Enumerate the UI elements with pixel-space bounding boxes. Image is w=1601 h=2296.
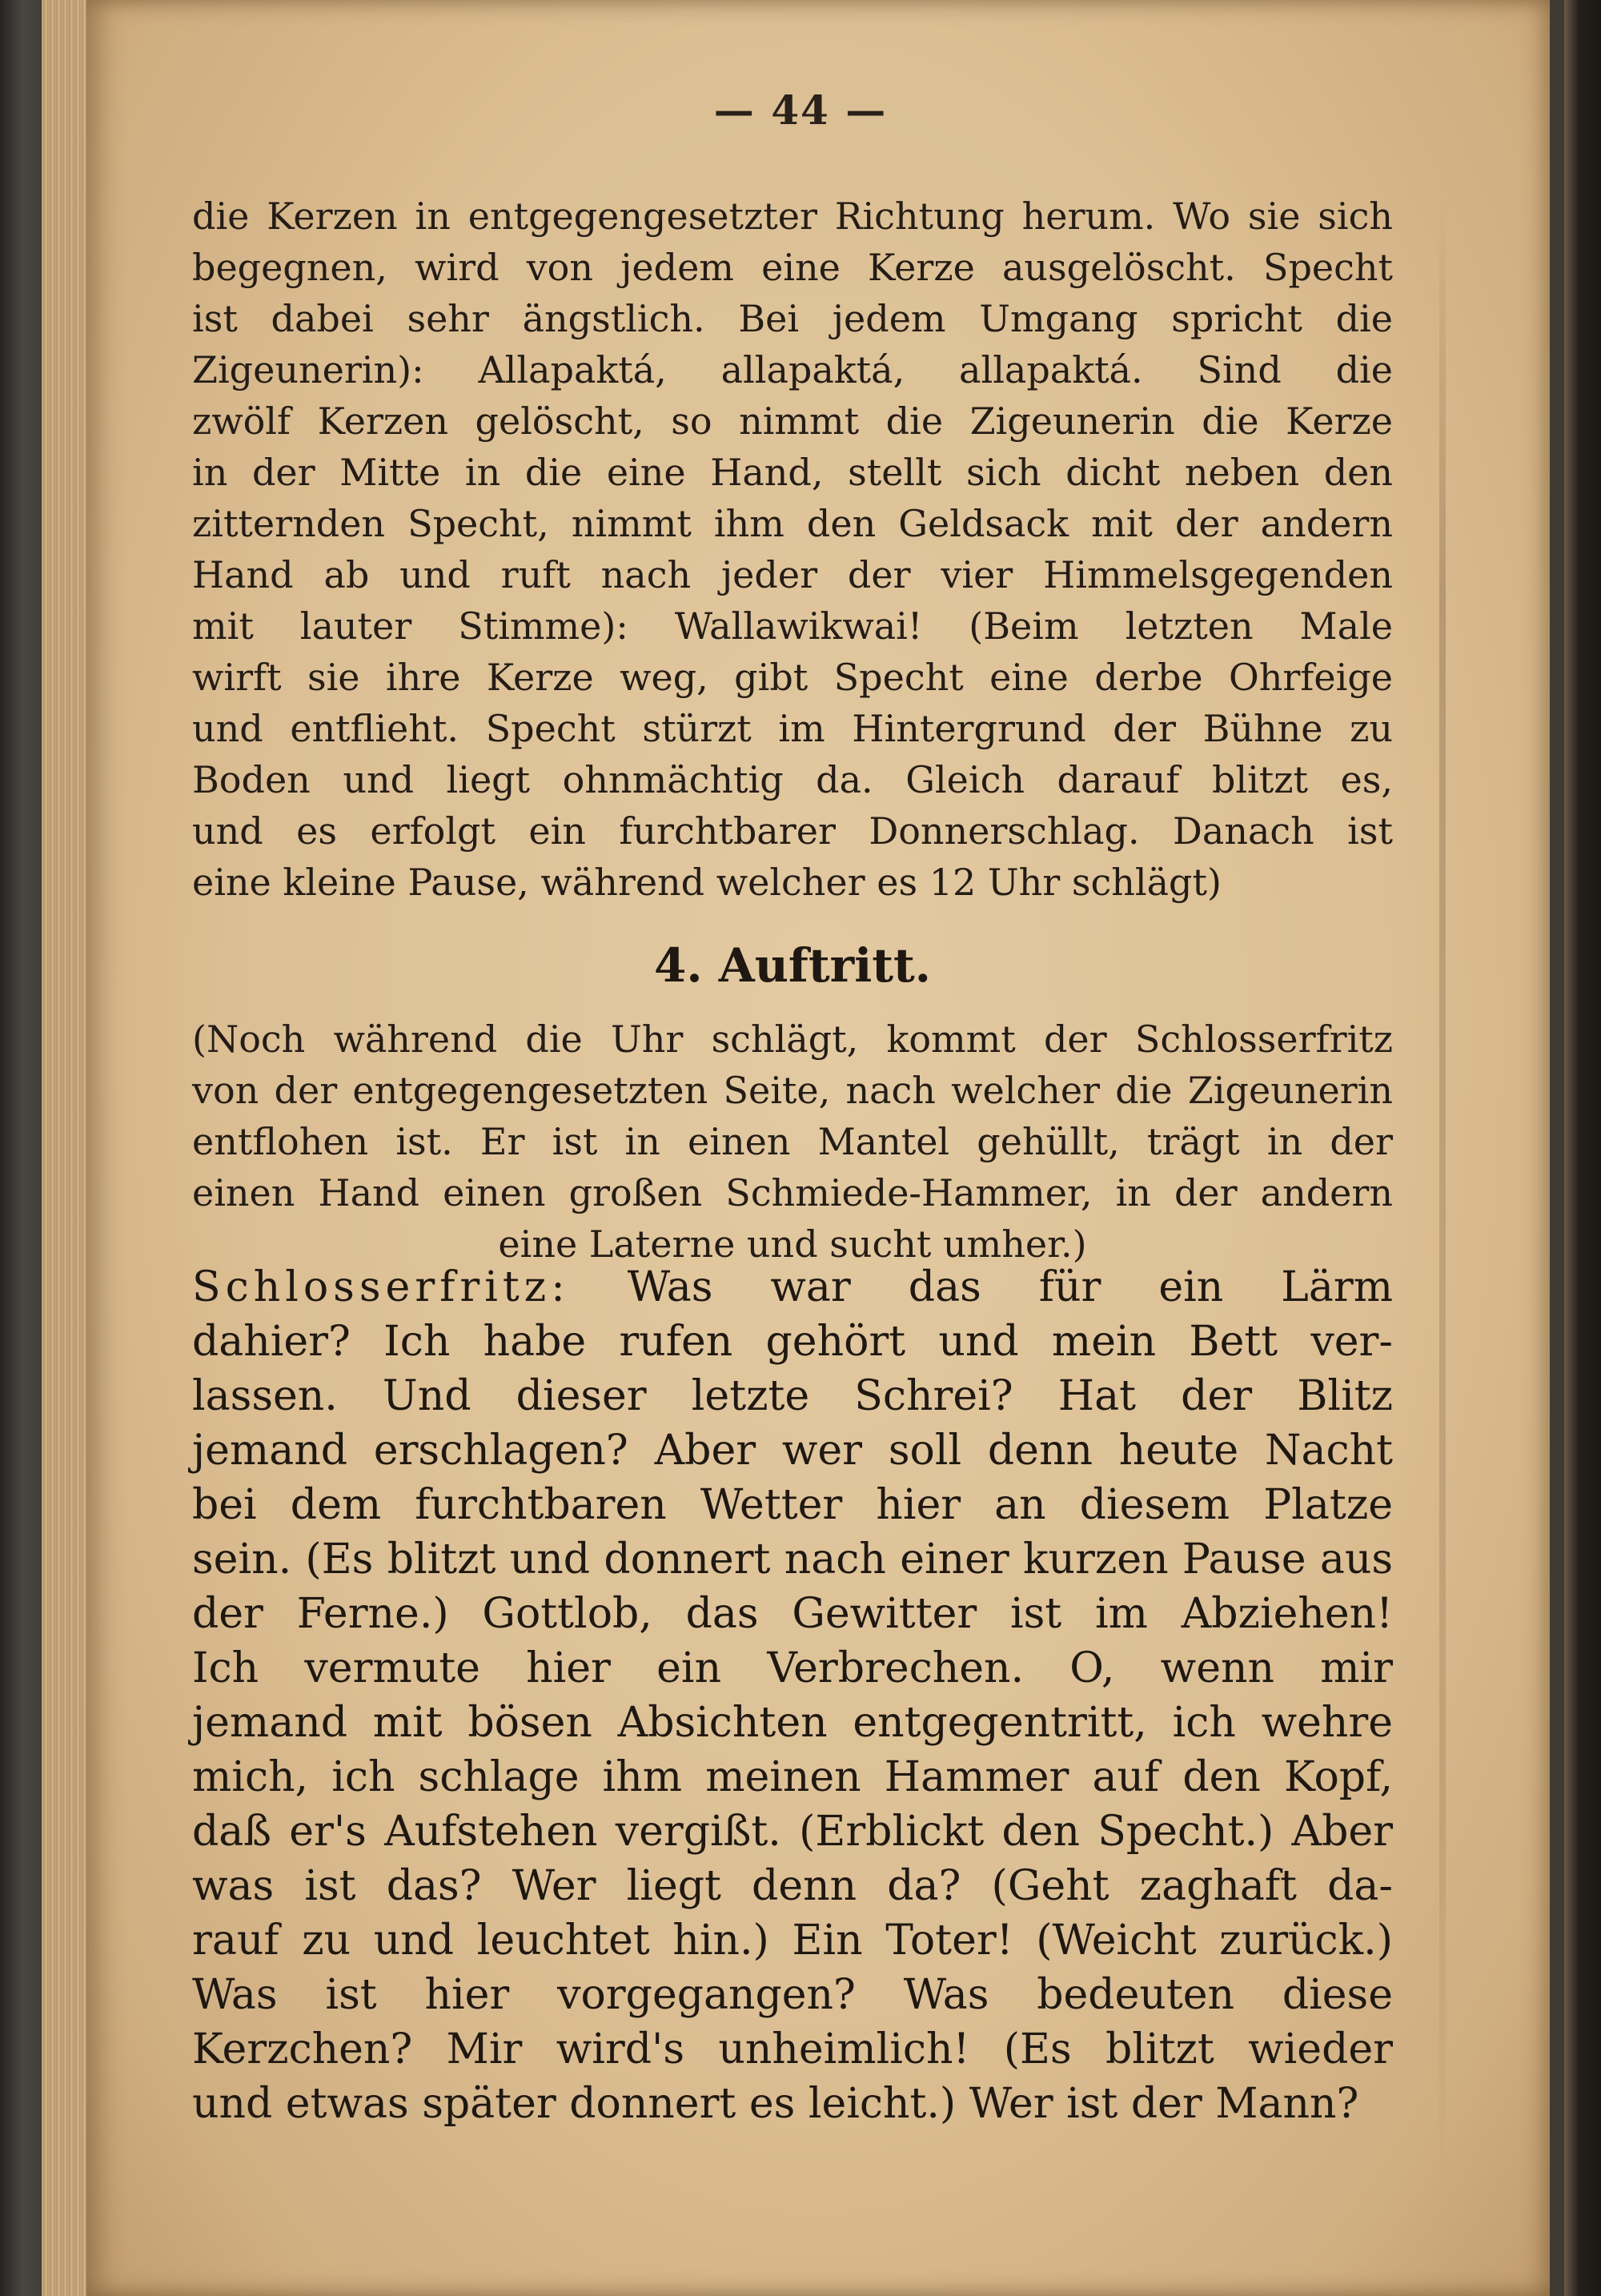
text-line: einen Hand einen großen Schmiede-Hammer, in der andern bbox=[192, 1171, 1393, 1214]
text-line: und etwas später donnert es leicht.) Wer ist der Mann? bbox=[192, 2080, 1359, 2128]
text-line: Hand ab und ruft nach jeder der vier Himmelsgegenden bbox=[192, 553, 1393, 596]
text-line: ist dabei sehr ängstlich. Bei jedem Umgang spricht die bbox=[192, 297, 1393, 340]
text-line: jemand erschlagen? Aber wer soll denn heute Nacht bbox=[192, 1427, 1393, 1475]
stage-direction-block-2 bbox=[192, 1014, 1393, 1270]
speech-block bbox=[192, 1260, 1393, 2131]
text-line: von der entgegengesetzten Seite, nach welcher die Zigeunerin bbox=[192, 1069, 1393, 1112]
text-line: der Ferne.) Gottlob, das Gewitter ist im Abziehen! bbox=[192, 1590, 1393, 1638]
paper-stain bbox=[1439, 192, 1446, 2194]
text-line: jemand mit bösen Absichten entgegentritt, ich wehre bbox=[192, 1699, 1393, 1747]
speech-first-line bbox=[192, 1260, 1393, 1315]
text-line: mit lauter Stimme): Wallawikwai! (Beim letzten Male bbox=[192, 604, 1393, 648]
text-line: begegnen, wird von jedem eine Kerze ausgelöscht. Specht bbox=[192, 246, 1393, 289]
text-line: eine Laterne und sucht umher.) bbox=[498, 1222, 1087, 1266]
text-line: wirft sie ihre Kerze weg, gibt Specht eine derbe Ohrfeige bbox=[192, 656, 1393, 699]
text-line: und es erfolgt ein furchtbarer Donnerschlag. Danach ist bbox=[192, 809, 1393, 853]
text-line: die Kerzen in entgegengesetzter Richtung herum. Wo sie sich bbox=[192, 195, 1393, 238]
text-line: Kerzchen? Mir wird's unheimlich! (Es blitzt wieder bbox=[192, 2025, 1393, 2073]
speaker-name: Schlosserfritz: bbox=[192, 1263, 570, 1311]
text-line: bei dem furchtbaren Wetter hier an diesem Platze bbox=[192, 1481, 1393, 1529]
scene-heading: 4. Auftritt. bbox=[653, 938, 932, 993]
right-edge bbox=[1564, 0, 1601, 2296]
text-line: (Noch während die Uhr schlägt, kommt der Schlosserfritz bbox=[192, 1018, 1393, 1061]
text-line: in der Mitte in die eine Hand, stellt sich dicht neben den bbox=[192, 451, 1393, 494]
text-line: entflohen ist. Er ist in einen Mantel gehüllt, trägt in der bbox=[192, 1120, 1393, 1163]
text-line: zwölf Kerzen gelöscht, so nimmt die Zigeunerin die Kerze bbox=[192, 399, 1393, 443]
text-line: Zigeunerin): Allapaktá, allapaktá, allapaktá. Sind die bbox=[192, 348, 1393, 391]
text-line: Was ist hier vorgegangen? Was bedeuten diese bbox=[192, 1971, 1393, 2019]
text-line: sein. (Es blitzt und donnert nach einer kurzen Pause aus bbox=[192, 1535, 1393, 1584]
page-number: — 44 — bbox=[713, 86, 888, 134]
text-line: mich, ich schlage ihm meinen Hammer auf den Kopf, bbox=[192, 1753, 1393, 1801]
text-line: rauf zu und leuchtet hin.) Ein Toter! (Weicht zurück.) bbox=[192, 1917, 1393, 1965]
text-line: und entflieht. Specht stürzt im Hintergrund der Bühne zu bbox=[192, 707, 1393, 750]
text-line: eine kleine Pause, während welcher es 12 Uhr schlägt) bbox=[192, 861, 1222, 904]
text-line: dahier? Ich habe rufen gehört und mein Bett ver- bbox=[192, 1318, 1393, 1366]
text-line: was ist das? Wer liegt denn da? (Geht zaghaft da- bbox=[192, 1862, 1393, 1910]
stage-direction-block-1 bbox=[192, 191, 1393, 908]
text-line: lassen. Und dieser letzte Schrei? Hat der Blitz bbox=[192, 1372, 1393, 1420]
text-line: daß er's Aufstehen vergißt. (Erblickt den Specht.) Aber bbox=[192, 1808, 1393, 1856]
speech-text: Was war das für ein Lärm bbox=[627, 1263, 1394, 1311]
text-line: zitternden Specht, nimmt ihm den Geldsack mit der andern bbox=[192, 502, 1393, 545]
text-line: Boden und liegt ohnmächtig da. Gleich darauf blitzt es, bbox=[192, 758, 1393, 801]
text-line: Ich vermute hier ein Verbrechen. O, wenn mir bbox=[192, 1644, 1393, 1692]
